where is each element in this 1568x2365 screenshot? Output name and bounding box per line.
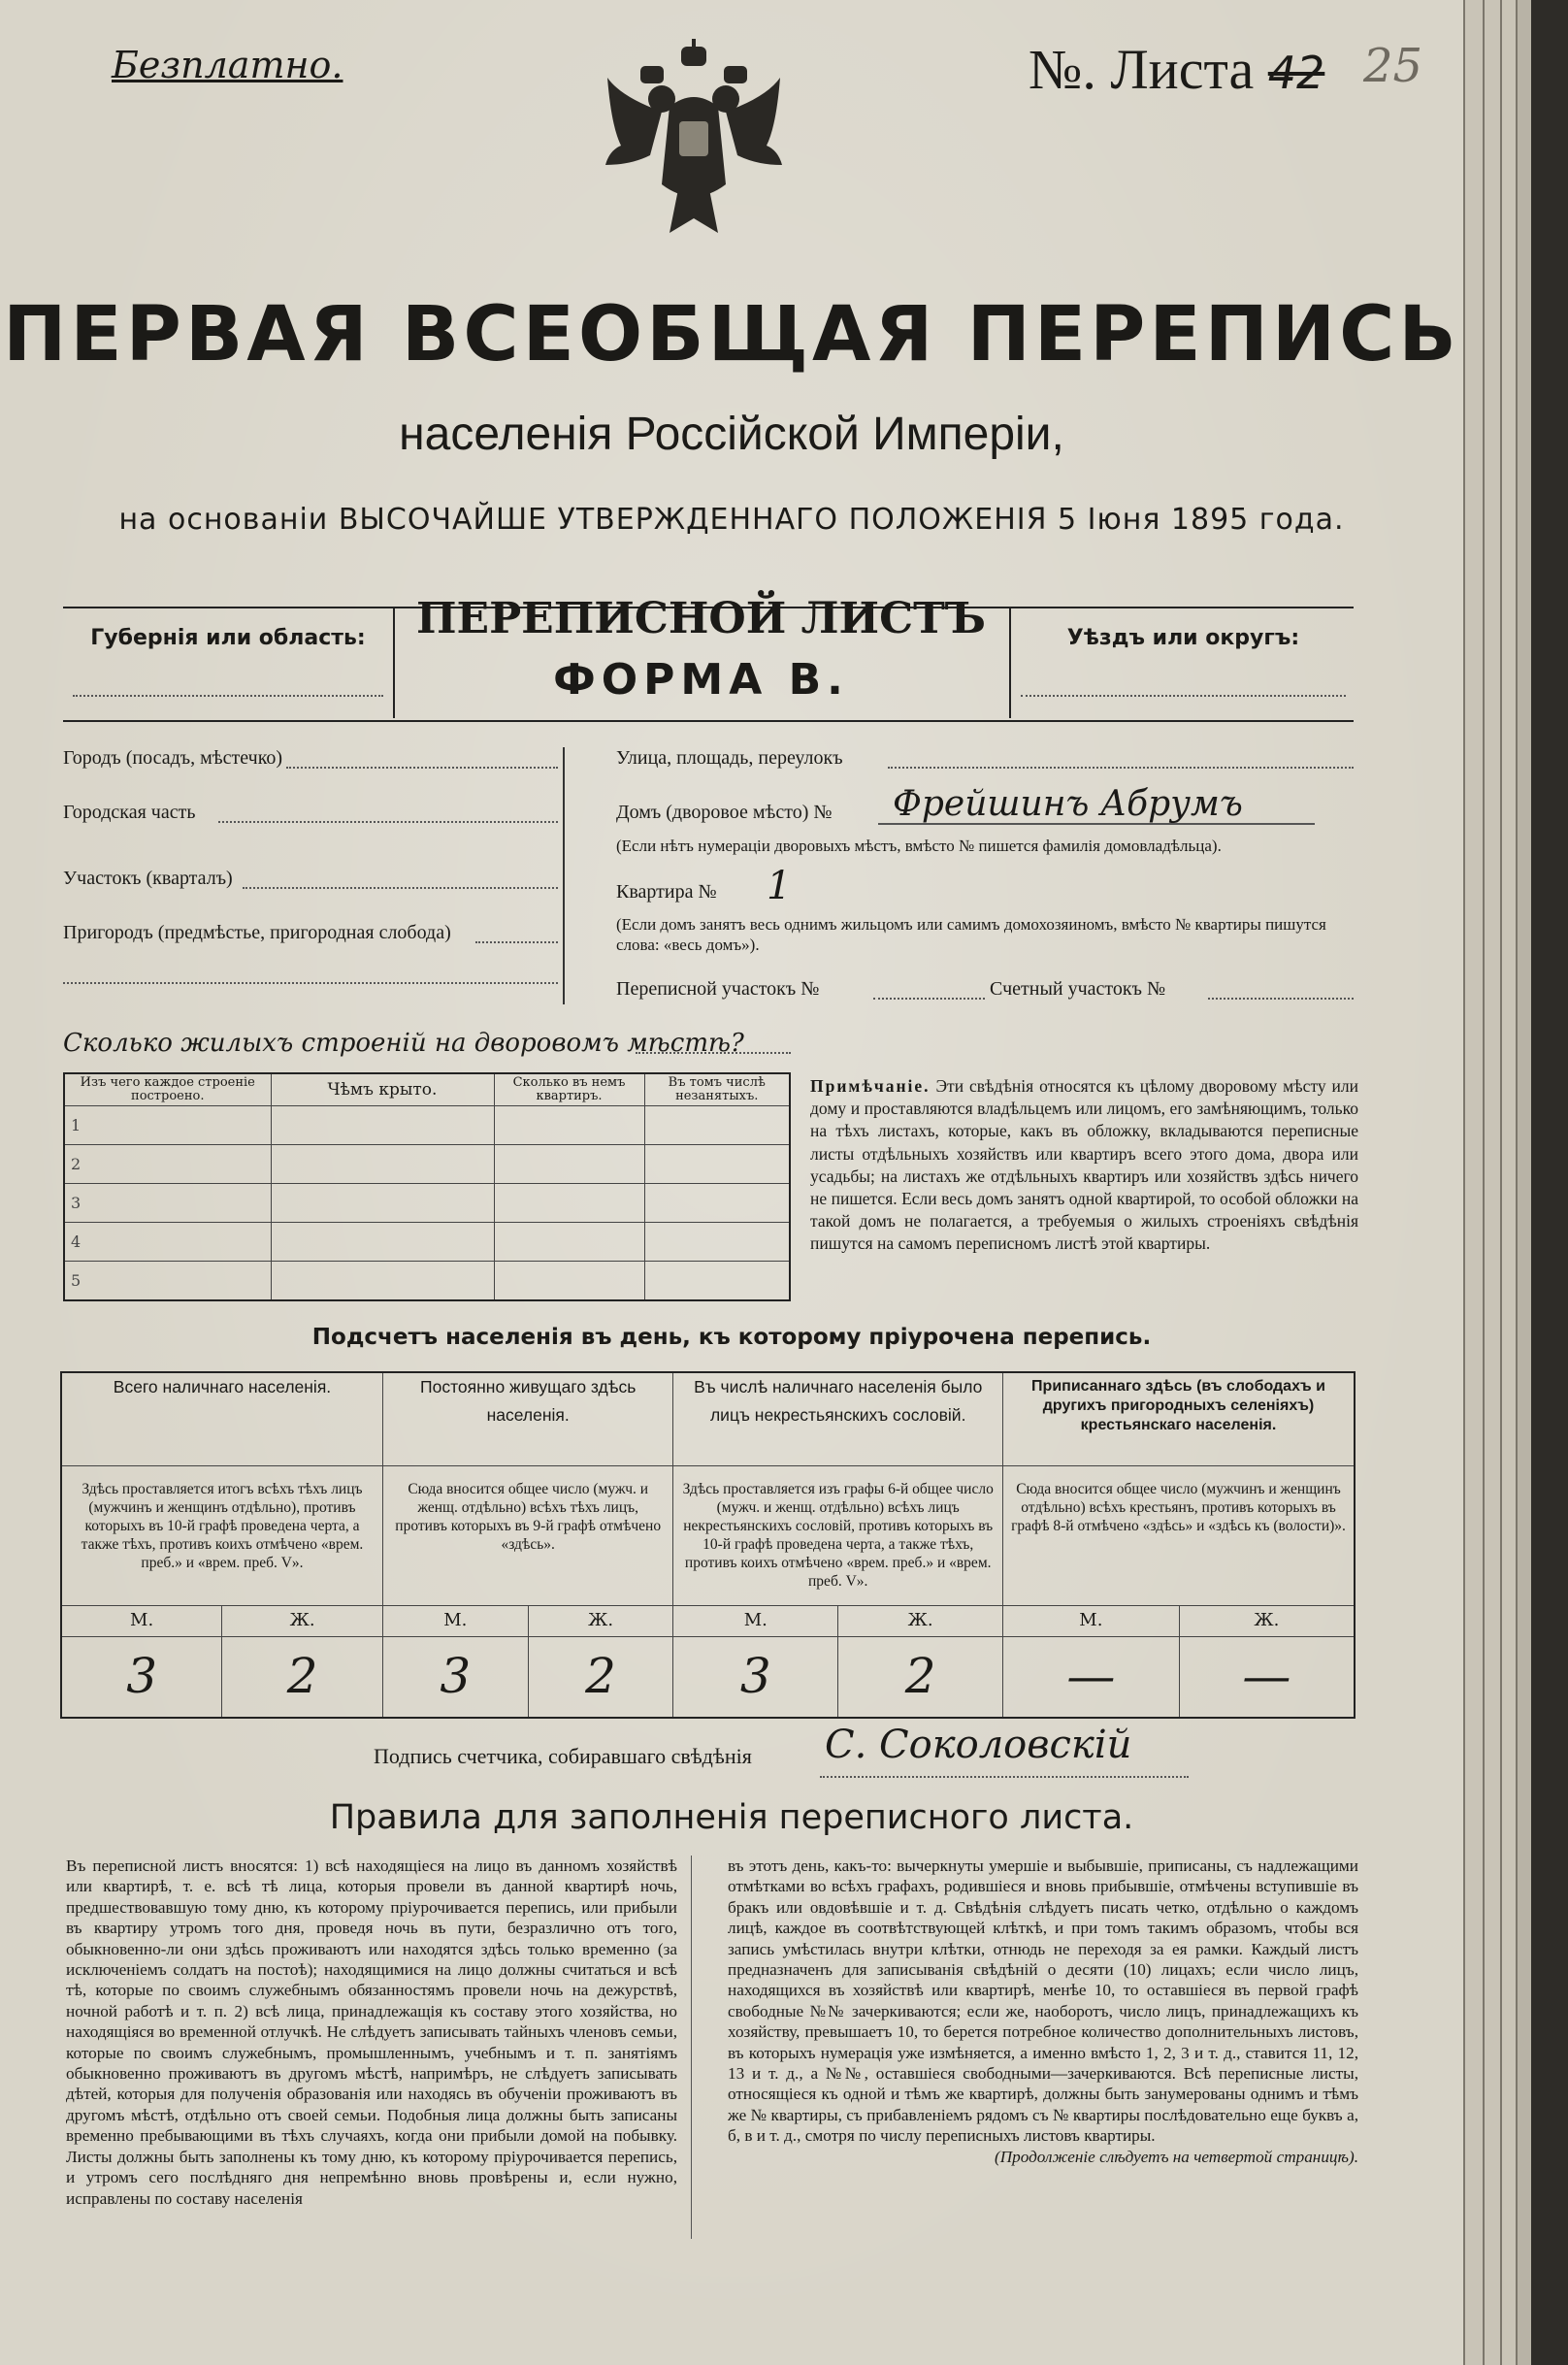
row-number: 5: [64, 1262, 271, 1301]
page-title: ПЕРВАЯ ВСЕОБЩАЯ ПЕРЕПИСЬ: [3, 291, 1460, 378]
female-label: Ж.: [528, 1605, 673, 1636]
house-note: (Если нѣтъ нумераціи дворовыхъ мѣстъ, вмѣсто № пишется фамилія домовладѣльца).: [616, 837, 1222, 855]
rules-continued: (Продолженіе слѣдуетъ на четвертой страницѣ).: [995, 2147, 1358, 2166]
population-count-table: [60, 1371, 1356, 1719]
count-header-total: Всего наличнаго населенія.: [61, 1372, 382, 1465]
row-number: 3: [64, 1184, 271, 1223]
permanent-male-value[interactable]: 3: [382, 1636, 528, 1718]
rules-left-column: Въ переписной листъ вносятся: 1) всѣ находящіеся на лицо въ данномъ хозяйствѣ или квартирѣ, т. е. всѣ тѣ лица, которыя провели въ данной квартирѣ ночь, предшествовавшую тому дню, къ которому пріурочивается перепись, или прибыли въ квартиру утромъ того дня, проведя ночь въ пути, безразлично отъ того, обыкновенно-ли они здѣсь проживаютъ или находятся здѣсь только временно (за исключеніемъ солдатъ на постоѣ); находящимися на лицо должны считаться и всѣ тѣ, которые по своимъ служебнымъ обязанностямъ провели ночь на дежурствѣ, ночной работѣ и т. п. 2) всѣ лица, принадлежащія къ составу этого хозяйства, но находящіяся во временной отлучкѣ. Не слѣдуетъ записывать тайныхъ членовъ семьи, которые по своимъ служебнымъ, промышленнымъ, учебнымъ и т. п. занятіямъ обыкновенно проживаютъ въ другомъ мѣстѣ, напримѣръ, не слѣдуетъ записывать дѣтей, которыя для полученія образованія или находясь въ обученіи проживаютъ въ другомъ мѣстѣ, отдѣльно отъ своей семьи. Подобныя лица должны быть записаны временно пребывающими въ тѣхъ случаяхъ, когда они прибыли домой на побывку. Листы должны быть заполнены къ тому дню, къ которому пріурочивается перепись, и утромъ сего послѣдняго дня непремѣнно вновь провѣрены и, если нужно, исправлены по составу населенія: [66, 1856, 677, 2208]
buildings-header-material: Изъ чего каждое строеніе построено.: [64, 1073, 271, 1106]
apartment-note: (Если домъ занятъ весь однимъ жильцомъ или самимъ домохозяиномъ, вмѣсто № квартиры пишутся слова: «весь домъ»).: [616, 915, 1326, 954]
buildings-table: [63, 1072, 791, 1301]
table-row[interactable]: [64, 1184, 790, 1223]
census-area-label: Переписной участокъ №: [616, 978, 820, 1000]
sheet-number-block: [1029, 37, 1324, 102]
page-subtitle: населенія Россійской Имперіи,: [399, 409, 1064, 460]
row-number: 1: [64, 1106, 271, 1145]
form-subtitle: ФОРМА В.: [553, 655, 849, 705]
rules-right-column: [728, 1856, 1358, 2167]
buildings-question: Сколько жилыхъ строеній на дворовомъ мѣстѣ?: [63, 1029, 744, 1058]
province-field[interactable]: [63, 607, 395, 718]
address-divider: [563, 747, 565, 1004]
rules-title: Правила для заполненія переписного листа.: [329, 1798, 1134, 1837]
count-desc-permanent: Сюда вносится общее число (мужч. и женщ. отдѣльно) всѣхъ тѣхъ лицъ, противъ которыхъ въ 9-й графѣ отмѣчено «здѣсь».: [382, 1465, 673, 1605]
city-field[interactable]: [286, 767, 558, 769]
suburb-field[interactable]: [475, 941, 558, 943]
note-block: [810, 1075, 1358, 1256]
house-value[interactable]: Фрейшинъ Абрумъ: [893, 784, 1243, 824]
street-label: Улица, площадь, переулокъ: [616, 747, 843, 769]
house-underline: [878, 823, 1315, 825]
legal-basis: на основаніи ВЫСОЧАЙШЕ УТВЕРЖДЕННАГО ПОЛОЖЕНІЯ 5 Іюня 1895 года.: [118, 503, 1345, 537]
precinct-label: Участокъ (кварталъ): [63, 868, 233, 889]
signature-value[interactable]: С. Соколовскій: [825, 1723, 1132, 1767]
female-label: Ж.: [1179, 1605, 1355, 1636]
city-part-label: Городская часть: [63, 802, 196, 823]
count-desc-nonpeasant: Здѣсь проставляется изъ графы 6-й общее число (мужч. и женщ. отдѣльно) всѣхъ лицъ некрестьянскихъ сословій, противъ которыхъ въ 10-й графѣ проведена черта, а также тѣхъ, противъ коихъ отмѣчено «врем. преб.» и «врем. преб. V».: [673, 1465, 1003, 1605]
permanent-female-value[interactable]: 2: [528, 1636, 673, 1718]
sheet-number: 42: [1267, 47, 1325, 99]
suburb-field-line2[interactable]: [63, 982, 558, 984]
table-row[interactable]: [64, 1223, 790, 1262]
rules-right-text: въ этотъ день, какъ-то: вычеркнуты умершіе и выбывшіе, приписаны, съ надлежащими отмѣтками во всѣхъ графахъ, родившіеся и вновь прибывшіе, отмѣчены вступившіе въ бракъ или овдовѣвшіе и т. д. Свѣдѣнія слѣдуетъ писать четко, отдѣльно о каждомъ лицѣ, каждое въ соотвѣтствующей клѣткѣ, и при томъ такимъ образомъ, чтобы вся запись умѣстилась внутри клѣтки, отнюдь не переходя за ея рамки. Каждый листъ предназначенъ для записыванія свѣдѣній о десяти (10) лицахъ; если число лицъ, находящихся въ хозяйствѣ или квартирѣ, менѣе 10, то оставшіеся въ первой графѣ свободные №№ зачеркиваются; если же, наоборотъ, число лицъ, принадлежащихъ къ хозяйству, превышаетъ 10, то берется потребное количество дополнительныхъ листовъ, въ которыхъ нумерація уже измѣняется, а именно вмѣсто 1, 2, 3 и т. д., ставится 11, 12, 13 и т. д., а №№, оставшіеся свободными—зачеркиваются. Всѣ переписные листы, относящіеся къ одной и тѣмъ же квартирѣ, должны быть занумерованы однимъ и тѣмъ же № квартиры, съ прибавленіемъ рядомъ съ № квартиры послѣдовательно еще буквъ а, б, в и т. д., смотря по числу переписныхъ листовъ квартиры.: [728, 1856, 1358, 2146]
count-desc-peasant: Сюда вносится общее число (мужчинъ и женщинъ отдѣльно) всѣхъ крестьянъ, противъ которыхъ въ графѣ 8-й отмѣчено «здѣсь» и «здѣсь къ (волости)».: [1002, 1465, 1355, 1605]
apartment-value[interactable]: 1: [767, 864, 792, 908]
count-header-nonpeasant: Въ числѣ наличнаго населенія было лицъ некрестьянскихъ сословій.: [673, 1372, 1003, 1465]
street-field[interactable]: [888, 767, 1354, 769]
pencil-page-number: 25: [1363, 39, 1423, 93]
note-text: Эти свѣдѣнія относятся къ цѣлому дворовому мѣсту или дому и проставляются владѣльцемъ или лицомъ, его замѣняющимъ, только на тѣхъ листахъ, которые, какъ въ обложку, вкладываются переписные листы отдѣльныхъ хозяйствъ или квартиръ всего этого дома, двора или усадьбы; на листахъ же отдѣльныхъ квартиръ или хозяйствъ здѣсь ничего не пишется. Если весь домъ занятъ одной квартирой, то особой обложки на такой домъ не полагается, а требуемыя о жилыхъ строеніяхъ свѣдѣнія пишутся на самомъ переписномъ листѣ этой квартиры.: [810, 1076, 1359, 1254]
buildings-header-vacant: Въ томъ числѣ незанятыхъ.: [644, 1073, 790, 1106]
nonpeasant-female-value[interactable]: 2: [838, 1636, 1003, 1718]
buildings-header-roof: Чѣмъ крыто.: [271, 1073, 494, 1106]
rules-divider: [691, 1856, 692, 2239]
male-label: М.: [61, 1605, 222, 1636]
nonpeasant-male-value[interactable]: 3: [673, 1636, 838, 1718]
signature-label: Подпись счетчика, собиравшаго свѣдѣнія: [374, 1744, 752, 1768]
sheet-label: №. Листа: [1029, 38, 1255, 101]
city-part-field[interactable]: [218, 821, 558, 823]
buildings-count-field[interactable]: [636, 1052, 791, 1054]
district-field[interactable]: [1009, 607, 1356, 718]
precinct-field[interactable]: [243, 887, 558, 889]
note-label: Примѣчаніе.: [810, 1076, 931, 1096]
table-row[interactable]: [64, 1106, 790, 1145]
male-label: М.: [382, 1605, 528, 1636]
row-number: 4: [64, 1223, 271, 1262]
count-area-field[interactable]: [1208, 998, 1354, 1000]
male-label: М.: [1002, 1605, 1179, 1636]
house-label: Домъ (дворовое мѣсто) №: [616, 802, 833, 823]
suburb-label: Пригородъ (предмѣстье, пригородная слобода): [63, 922, 451, 943]
count-header-permanent: Постоянно живущаго здѣсь населенія.: [382, 1372, 673, 1465]
count-title: Подсчетъ населенія въ день, къ которому пріурочена перепись.: [311, 1325, 1152, 1350]
imperial-eagle-icon: [602, 39, 786, 243]
female-label: Ж.: [838, 1605, 1003, 1636]
peasant-male-value[interactable]: —: [1002, 1636, 1179, 1718]
apartment-label: Квартира №: [616, 881, 717, 903]
census-area-field[interactable]: [873, 998, 985, 1000]
table-row[interactable]: [64, 1262, 790, 1301]
form-title: ПЕРЕПИСНОЙ ЛИСТЪ: [416, 594, 986, 643]
peasant-female-value[interactable]: —: [1179, 1636, 1355, 1718]
district-label: Уѣздъ или округъ:: [1066, 626, 1300, 650]
row-number: 2: [64, 1145, 271, 1184]
table-row[interactable]: [64, 1145, 790, 1184]
free-label: Безплатно.: [112, 44, 343, 86]
total-female-value[interactable]: 2: [222, 1636, 383, 1718]
city-label: Городъ (посадъ, мѣстечко): [63, 747, 283, 769]
buildings-header-apartments: Сколько въ немъ квартиръ.: [494, 1073, 644, 1106]
province-label: Губернія или область:: [90, 626, 366, 650]
total-male-value[interactable]: 3: [61, 1636, 222, 1718]
signature-line: [820, 1776, 1189, 1778]
count-area-label: Счетный участокъ №: [990, 978, 1166, 1000]
male-label: М.: [673, 1605, 838, 1636]
count-header-peasant: Приписаннаго здѣсь (въ слободахъ и другихъ пригородныхъ селеніяхъ) крестьянскаго населенія.: [1002, 1372, 1355, 1465]
female-label: Ж.: [222, 1605, 383, 1636]
count-desc-total: Здѣсь проставляется итогъ всѣхъ тѣхъ лицъ (мужчинъ и женщинъ отдѣльно), противъ которыхъ въ 10-й графѣ проведена черта, а также тѣхъ, противъ коихъ отмѣчено «врем. преб.» и «врем. преб. V».: [61, 1465, 382, 1605]
